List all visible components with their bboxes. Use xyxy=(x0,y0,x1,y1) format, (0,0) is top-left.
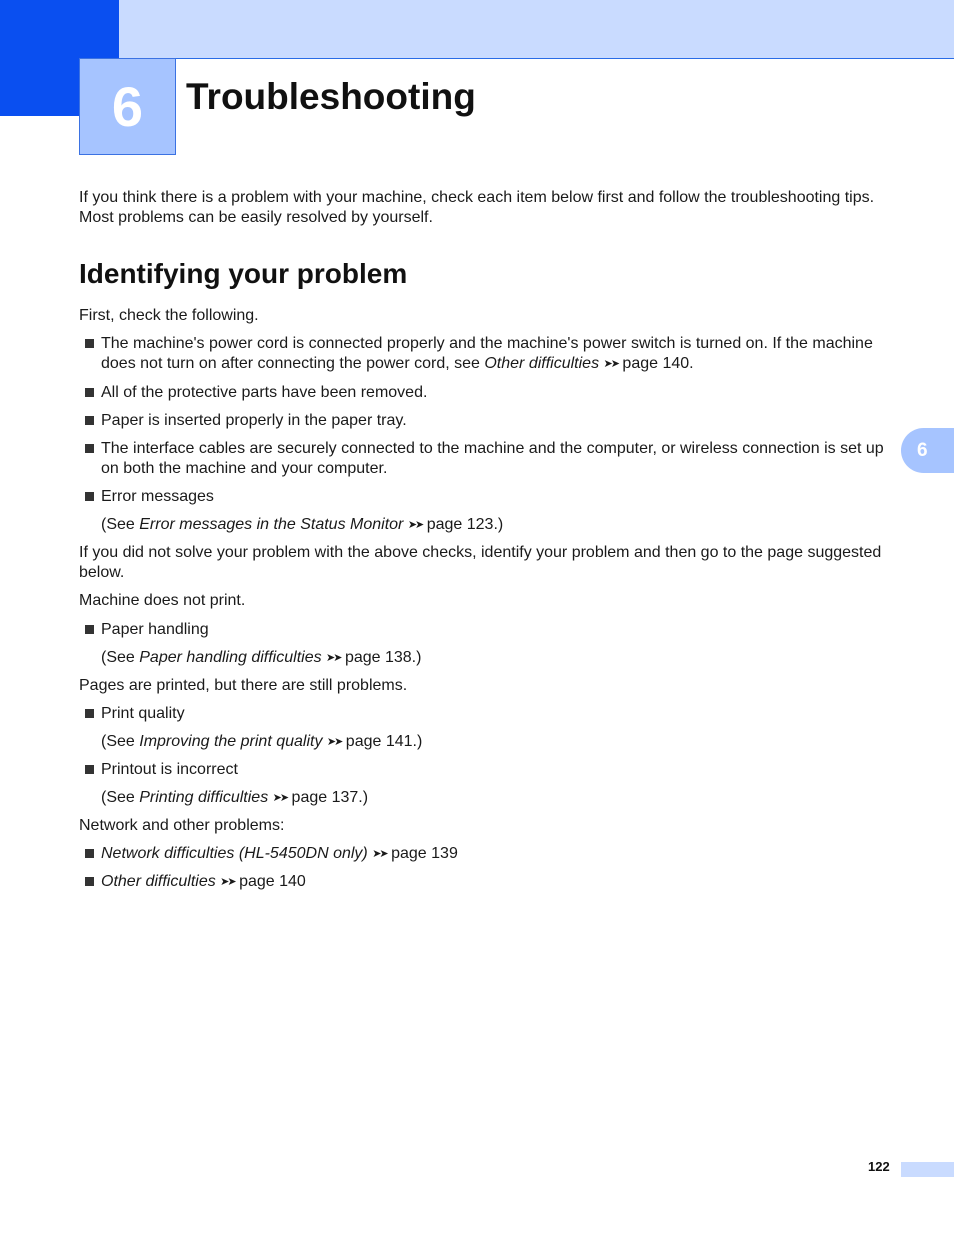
paper-tray-check-text: Paper is inserted properly in the paper tray. xyxy=(101,412,407,429)
double-arrow-icon: ➤➤ xyxy=(407,519,423,531)
list-item xyxy=(85,844,891,864)
bullet-square-icon xyxy=(85,877,94,886)
bullet-square-icon xyxy=(85,416,94,425)
list-item xyxy=(85,487,891,507)
side-tab-label: 6 xyxy=(917,439,928,461)
print-quality-see-line xyxy=(101,732,422,752)
chapter-title: Troubleshooting xyxy=(186,76,476,117)
bullet-square-icon xyxy=(85,339,94,348)
list-item xyxy=(85,620,891,640)
see-prefix: (See xyxy=(101,789,140,806)
bullet-square-icon xyxy=(85,709,94,718)
header-band xyxy=(119,0,954,59)
link-other-difficulties[interactable]: Other difficulties xyxy=(484,355,600,372)
see-prefix: (See xyxy=(101,649,140,666)
double-arrow-icon: ➤➤ xyxy=(372,848,387,860)
printout-see-line xyxy=(101,788,368,808)
section-heading: Identifying your problem xyxy=(79,258,408,289)
network-label: Network and other problems: xyxy=(79,817,285,834)
link-printing-difficulties[interactable]: Printing difficulties xyxy=(139,789,269,806)
bullet-square-icon xyxy=(85,388,94,397)
list-item xyxy=(85,872,891,892)
print-quality-page-ref: page 141.) xyxy=(345,733,423,750)
list-item xyxy=(85,704,891,724)
error-see-line xyxy=(101,515,503,535)
bullet-square-icon xyxy=(85,849,94,858)
other-page-ref: page 140 xyxy=(239,873,306,890)
double-arrow-icon: ➤➤ xyxy=(220,876,235,888)
still-problems-label: Pages are printed, but there are still problems. xyxy=(79,677,408,694)
paper-handling-see-line xyxy=(101,648,421,668)
list-item xyxy=(85,760,891,780)
double-arrow-icon: ➤➤ xyxy=(603,358,618,370)
bullet-square-icon xyxy=(85,492,94,501)
intro-paragraph: If you think there is a problem with your machine, check each item below first and follow the troubleshooting tips. Most problems can be easily resolved by yourself. xyxy=(79,189,875,226)
list-item xyxy=(85,334,891,374)
chapter-number-box xyxy=(79,58,176,155)
printout-page-ref: page 137.) xyxy=(291,789,369,806)
link-other-difficulties-2[interactable]: Other difficulties xyxy=(101,873,216,890)
chapter-number: 6 xyxy=(111,75,144,138)
power-check-text: The machine's power cord is connected properly and the machine's power switch is turned on. If the machine does not turn on after connecting the power cord, see xyxy=(101,335,873,372)
print-quality-text: Print quality xyxy=(101,705,185,722)
page-number: 122 xyxy=(868,1159,890,1174)
power-check-page: page 140. xyxy=(622,355,694,372)
page-number-bar xyxy=(901,1162,954,1177)
no-print-label: Machine does not print. xyxy=(79,592,246,609)
printout-incorrect-text: Printout is incorrect xyxy=(101,761,238,778)
first-check-text: First, check the following. xyxy=(79,307,259,324)
link-improving-print-quality[interactable]: Improving the print quality xyxy=(139,733,323,750)
list-item xyxy=(85,411,891,431)
bullet-square-icon xyxy=(85,765,94,774)
double-arrow-icon: ➤➤ xyxy=(326,652,341,664)
bullet-square-icon xyxy=(85,625,94,634)
link-error-messages[interactable]: Error messages in the Status Monitor xyxy=(139,516,404,533)
link-network-difficulties[interactable]: Network difficulties (HL-5450DN only) xyxy=(101,845,368,862)
network-page-ref: page 139 xyxy=(391,845,458,862)
link-paper-handling[interactable]: Paper handling difficulties xyxy=(139,649,322,666)
double-arrow-icon: ➤➤ xyxy=(326,736,342,748)
not-solved-paragraph: If you did not solve your problem with the above checks, identify your problem and then go to the page suggested below. xyxy=(79,544,882,581)
list-item xyxy=(85,383,891,403)
see-prefix: (See xyxy=(101,733,140,750)
see-prefix: (See xyxy=(101,516,140,533)
protective-check-text: All of the protective parts have been removed. xyxy=(101,384,428,401)
double-arrow-icon: ➤➤ xyxy=(272,792,288,804)
bullet-square-icon xyxy=(85,444,94,453)
list-item xyxy=(85,439,891,479)
error-messages-text: Error messages xyxy=(101,488,214,505)
chapter-side-tab[interactable] xyxy=(901,428,954,473)
paper-handling-page-ref: page 138.) xyxy=(344,649,422,666)
paper-handling-text: Paper handling xyxy=(101,621,209,638)
error-page-ref: page 123.) xyxy=(426,516,504,533)
interface-check-text: The interface cables are securely connected to the machine and the computer, or wireless connection is set up on both the machine and your computer. xyxy=(101,440,884,477)
